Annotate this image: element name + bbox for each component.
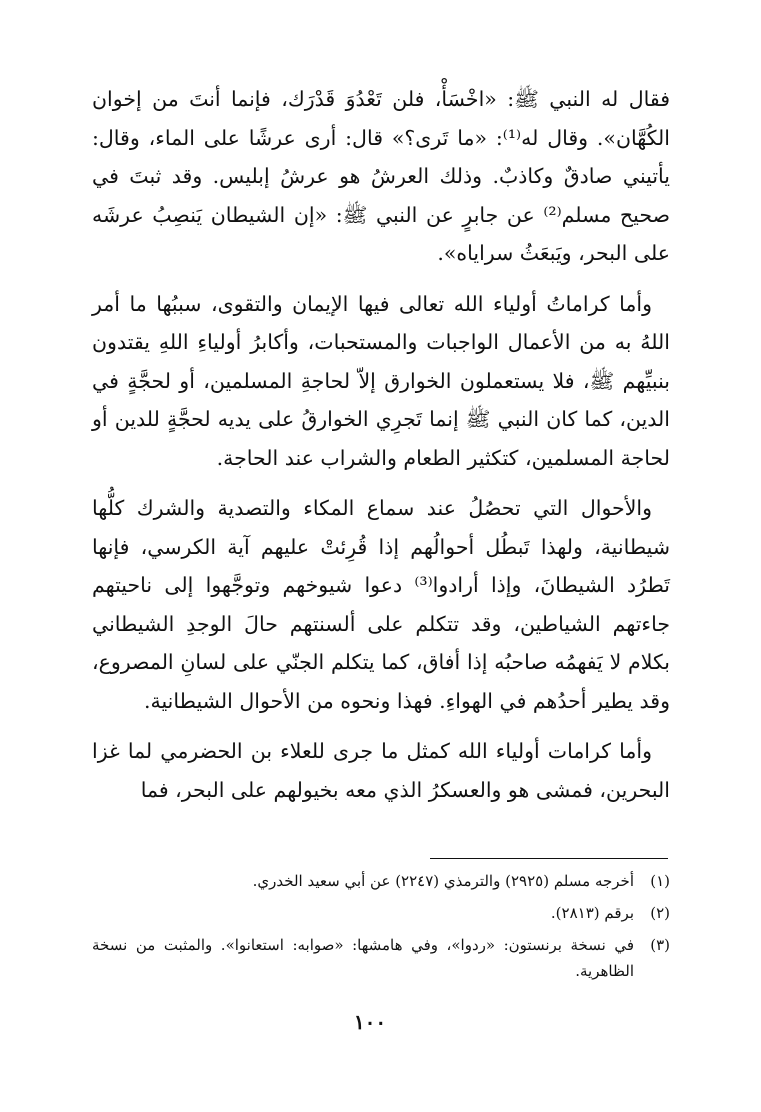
footnote-number: (١) [650,872,670,890]
page-number: ١٠٠ [353,1010,387,1034]
footnote-1 [92,868,670,894]
footnote-separator [430,858,668,859]
footnote-number: (٣) [650,936,670,954]
footnote-3 [92,932,670,984]
footnote-2 [92,900,670,926]
footnotes [92,868,670,990]
paragraph-4: وأما كرامات أولياء الله كمثل ما جرى للعلاء بن الحضرمي لما غزا البحرين، فمشى هو والعسكرُ الذي معه بخيولهم على البحر، فما [92,739,670,802]
paragraph-2: وأما كراماتُ أولياء الله تعالى فيها الإيمان والتقوى، سببُها ما أمر اللهُ به من الأعمال الواجبات والمستحبات، وأكابرُ أولياءِ اللهِ يقتدون بنبيِّهم ﷺ، فلا يستعملون الخوارق إلاّ لحاجةِ المسلمين، أو لحجَّةٍ في الدين، كما كان النبي ﷺ إنما تَجرِي الخوارقُ على يديه لحجَّةٍ للدين أو لحاجة المسلمين، كتكثير الطعام والشراب عند الحاجة. [92,291,670,470]
footnote-text: برقم (٢٨١٣). [550,904,634,922]
paragraph-1: فقال له النبي ﷺ: «اخْسَأْ، فلن تَعْدُوَ قَدْرَك، فإنما أنتَ من إخوان الكُهَّان». وقال له⁽¹⁾: «ما تَرى؟» قال: أرى عرشًا على الماء، وقال: يأتيني صادقٌ وكاذبٌ. وذلك العرشُ هو عرشُ إبليس. وقد ثبتَ في صحيح مسلم⁽²⁾ عن جابرٍ عن النبي ﷺ: «إن الشيطان يَنصِبُ عرشَه على البحر، ويَبعَثُ سراياه». [92,87,670,265]
main-text [92,80,670,821]
footnote-text: أخرجه مسلم (٢٩٢٥) والترمذي (٢٢٤٧) عن أبي سعيد الخدري. [252,872,634,890]
footnote-text: في نسخة برنستون: «ردوا»، وفي هامشها: «صوابه: استعانوا». والمثبت من نسخة الظاهرية. [92,936,634,980]
paragraph-3: والأحوال التي تحصُلُ عند سماع المكاء والتصدية والشرك كلُّها شيطانية، ولهذا تَبطُل أحوالُهم إذا قُرِئتْ عليهم آية الكرسي، فإنها تَطرُد الشيطانَ، وإذا أرادوا⁽³⁾ دعوا شيوخهم وتوجَّهوا إلى ناحيتهم جاءتهم الشياطين، وقد تتكلم على ألسنتهم حالَ الوجدِ الشيطاني بكلام لا يَفهمُه صاحبُه إذا أفاق، كما يتكلم الجنّي على لسانِ المصروع، وقد يطير أحدُهم في الهواءِ. فهذا ونحوه من الأحوال الشيطانية. [92,496,670,713]
footnote-number: (٢) [650,904,670,922]
